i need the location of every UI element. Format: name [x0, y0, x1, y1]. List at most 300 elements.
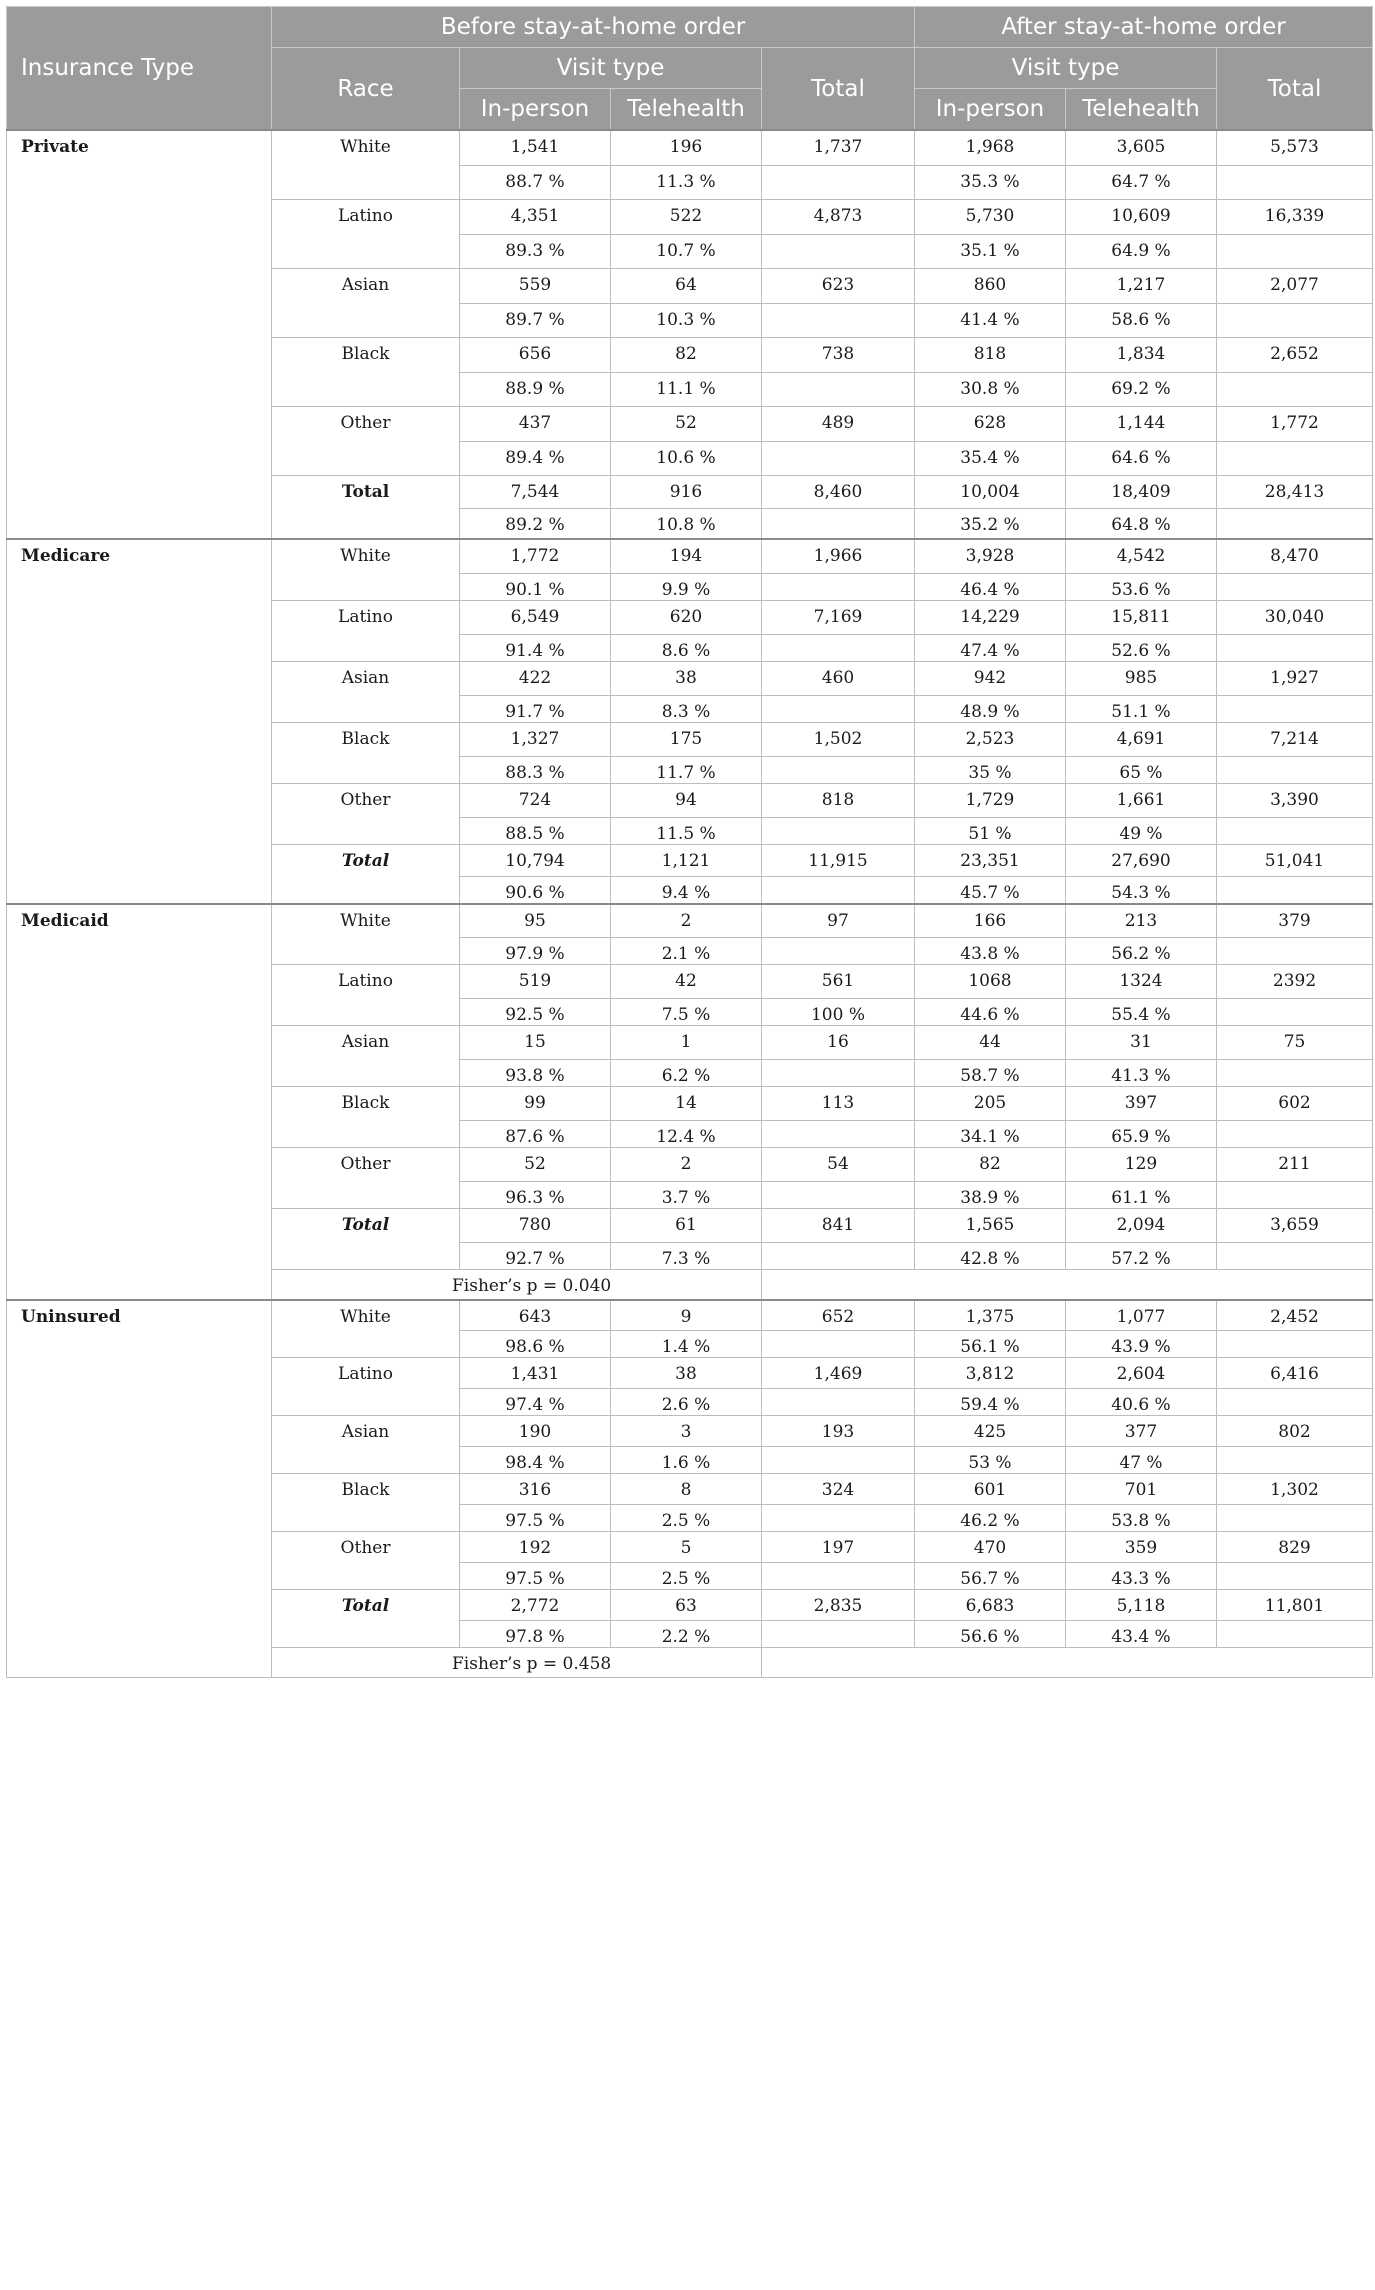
- after-total-percent: [1217, 695, 1373, 722]
- before-total-percent: [762, 756, 915, 783]
- after-in-person-count: 1,565: [915, 1209, 1066, 1243]
- race-cell: Asian: [272, 1026, 460, 1087]
- insurance-type-cell: Private: [7, 130, 272, 539]
- after-telehealth-count: 18,409: [1066, 475, 1217, 508]
- before-total-percent: [762, 1182, 915, 1209]
- before-total-count: 11,915: [762, 844, 915, 876]
- after-total-count: 3,659: [1217, 1209, 1373, 1243]
- after-in-person-count: 6,683: [915, 1590, 1066, 1621]
- before-total-header: Total: [762, 48, 915, 131]
- before-in-person-percent: 90.1 %: [460, 573, 611, 600]
- before-telehealth-percent: 7.3 %: [611, 1243, 762, 1270]
- after-in-person-percent: 35.2 %: [915, 508, 1066, 539]
- after-telehealth-percent: 47 %: [1066, 1447, 1217, 1474]
- after-in-person-percent: 35.4 %: [915, 441, 1066, 475]
- before-total-count: 8,460: [762, 475, 915, 508]
- fisher-row-blank: [762, 1648, 1373, 1678]
- after-telehealth-count: 985: [1066, 661, 1217, 695]
- before-telehealth-percent: 11.3 %: [611, 165, 762, 199]
- telehealth-visits-table: [6, 6, 1373, 1678]
- before-total-count: 1,737: [762, 130, 915, 165]
- before-total-percent: [762, 1331, 915, 1358]
- before-in-person-count: 15: [460, 1026, 611, 1060]
- before-total-percent: [762, 1060, 915, 1087]
- after-total-count: 2,452: [1217, 1300, 1373, 1331]
- after-telehealth-header: Telehealth: [1066, 89, 1217, 131]
- after-in-person-count: 1068: [915, 965, 1066, 999]
- before-in-person-header: In-person: [460, 89, 611, 131]
- after-telehealth-count: 5,118: [1066, 1590, 1217, 1621]
- after-in-person-percent: 38.9 %: [915, 1182, 1066, 1209]
- after-telehealth-percent: 57.2 %: [1066, 1243, 1217, 1270]
- after-telehealth-count: 4,691: [1066, 722, 1217, 756]
- insurance-type-cell: Medicare: [7, 539, 272, 904]
- before-total-percent: 100 %: [762, 999, 915, 1026]
- race-cell: White: [272, 904, 460, 965]
- before-in-person-count: 1,541: [460, 130, 611, 165]
- after-total-percent: [1217, 938, 1373, 965]
- race-cell: Latino: [272, 600, 460, 661]
- before-total-count: 841: [762, 1209, 915, 1243]
- fisher-p-value: Fisher’s p = 0.458: [272, 1648, 762, 1678]
- before-in-person-percent: 87.6 %: [460, 1121, 611, 1148]
- after-total-percent: [1217, 303, 1373, 337]
- after-total-percent: [1217, 1389, 1373, 1416]
- before-telehealth-percent: 10.3 %: [611, 303, 762, 337]
- after-total-percent: [1217, 756, 1373, 783]
- table-row-counts: [7, 904, 1373, 938]
- after-total-percent: [1217, 1447, 1373, 1474]
- before-telehealth-percent: 11.1 %: [611, 372, 762, 406]
- after-total-count: 2,652: [1217, 337, 1373, 372]
- after-telehealth-percent: 53.6 %: [1066, 573, 1217, 600]
- before-in-person-percent: 88.9 %: [460, 372, 611, 406]
- after-total-percent: [1217, 634, 1373, 661]
- after-total-percent: [1217, 817, 1373, 844]
- before-telehealth-count: 2: [611, 1148, 762, 1182]
- before-in-person-count: 780: [460, 1209, 611, 1243]
- race-cell: Latino: [272, 199, 460, 268]
- after-total-count: 3,390: [1217, 783, 1373, 817]
- before-telehealth-count: 14: [611, 1087, 762, 1121]
- after-in-person-count: 425: [915, 1416, 1066, 1447]
- before-in-person-count: 7,544: [460, 475, 611, 508]
- after-in-person-count: 166: [915, 904, 1066, 938]
- after-total-count: 829: [1217, 1532, 1373, 1563]
- before-in-person-percent: 96.3 %: [460, 1182, 611, 1209]
- after-total-count: 16,339: [1217, 199, 1373, 234]
- race-cell: Latino: [272, 1358, 460, 1416]
- after-total-count: 8,470: [1217, 539, 1373, 573]
- after-telehealth-count: 1324: [1066, 965, 1217, 999]
- after-in-person-percent: 43.8 %: [915, 938, 1066, 965]
- after-total-count: 1,302: [1217, 1474, 1373, 1505]
- before-total-percent: [762, 1563, 915, 1590]
- before-total-percent: [762, 1121, 915, 1148]
- before-in-person-percent: 93.8 %: [460, 1060, 611, 1087]
- race-header: Race: [272, 48, 460, 131]
- before-telehealth-count: 61: [611, 1209, 762, 1243]
- before-total-percent: [762, 938, 915, 965]
- before-telehealth-count: 196: [611, 130, 762, 165]
- before-total-percent: [762, 817, 915, 844]
- before-telehealth-percent: 10.7 %: [611, 234, 762, 268]
- before-total-percent: [762, 695, 915, 722]
- before-in-person-percent: 98.4 %: [460, 1447, 611, 1474]
- after-in-person-percent: 41.4 %: [915, 303, 1066, 337]
- before-in-person-count: 95: [460, 904, 611, 938]
- before-telehealth-percent: 10.8 %: [611, 508, 762, 539]
- before-telehealth-count: 194: [611, 539, 762, 573]
- after-in-person-percent: 44.6 %: [915, 999, 1066, 1026]
- before-in-person-percent: 91.4 %: [460, 634, 611, 661]
- after-in-person-count: 5,730: [915, 199, 1066, 234]
- race-cell: Asian: [272, 1416, 460, 1474]
- after-in-person-percent: 46.4 %: [915, 573, 1066, 600]
- after-telehealth-count: 1,217: [1066, 268, 1217, 303]
- before-total-count: 324: [762, 1474, 915, 1505]
- after-in-person-percent: 53 %: [915, 1447, 1066, 1474]
- before-total-count: 4,873: [762, 199, 915, 234]
- table-row-counts: [7, 130, 1373, 165]
- before-in-person-percent: 97.4 %: [460, 1389, 611, 1416]
- race-cell: White: [272, 539, 460, 600]
- after-telehealth-percent: 65 %: [1066, 756, 1217, 783]
- after-total-count: 602: [1217, 1087, 1373, 1121]
- before-telehealth-percent: 6.2 %: [611, 1060, 762, 1087]
- after-in-person-percent: 30.8 %: [915, 372, 1066, 406]
- before-in-person-count: 190: [460, 1416, 611, 1447]
- after-telehealth-count: 27,690: [1066, 844, 1217, 876]
- fisher-row-blank: [762, 1270, 1373, 1300]
- before-telehealth-percent: 7.5 %: [611, 999, 762, 1026]
- before-telehealth-percent: 1.4 %: [611, 1331, 762, 1358]
- race-cell: Latino: [272, 965, 460, 1026]
- after-telehealth-percent: 64.9 %: [1066, 234, 1217, 268]
- before-telehealth-count: 916: [611, 475, 762, 508]
- before-telehealth-count: 42: [611, 965, 762, 999]
- before-total-count: 97: [762, 904, 915, 938]
- before-telehealth-count: 8: [611, 1474, 762, 1505]
- after-total-count: 802: [1217, 1416, 1373, 1447]
- before-total-percent: [762, 634, 915, 661]
- before-in-person-percent: 91.7 %: [460, 695, 611, 722]
- after-in-person-percent: 58.7 %: [915, 1060, 1066, 1087]
- after-total-percent: [1217, 1563, 1373, 1590]
- before-telehealth-count: 1,121: [611, 844, 762, 876]
- before-in-person-count: 192: [460, 1532, 611, 1563]
- after-in-person-percent: 51 %: [915, 817, 1066, 844]
- race-cell: Other: [272, 783, 460, 844]
- after-total-count: 6,416: [1217, 1358, 1373, 1389]
- before-total-count: 193: [762, 1416, 915, 1447]
- race-cell: Total: [272, 1590, 460, 1648]
- after-in-person-count: 14,229: [915, 600, 1066, 634]
- after-total-count: 211: [1217, 1148, 1373, 1182]
- after-telehealth-count: 397: [1066, 1087, 1217, 1121]
- after-total-percent: [1217, 1621, 1373, 1648]
- after-total-percent: [1217, 165, 1373, 199]
- before-total-count: 2,835: [762, 1590, 915, 1621]
- before-total-percent: [762, 573, 915, 600]
- before-in-person-count: 437: [460, 406, 611, 441]
- before-in-person-count: 559: [460, 268, 611, 303]
- table-row-counts: [7, 1300, 1373, 1331]
- after-in-person-percent: 47.4 %: [915, 634, 1066, 661]
- after-total-percent: [1217, 999, 1373, 1026]
- table-header: [7, 7, 1373, 131]
- after-visit-type-header: Visit type: [915, 48, 1217, 89]
- after-in-person-count: 3,812: [915, 1358, 1066, 1389]
- after-total-count: 1,927: [1217, 661, 1373, 695]
- after-telehealth-percent: 49 %: [1066, 817, 1217, 844]
- before-in-person-count: 99: [460, 1087, 611, 1121]
- before-order-header: Before stay-at-home order: [272, 7, 915, 48]
- before-visit-type-header: Visit type: [460, 48, 762, 89]
- after-total-percent: [1217, 372, 1373, 406]
- before-in-person-count: 52: [460, 1148, 611, 1182]
- after-in-person-header: In-person: [915, 89, 1066, 131]
- after-in-person-percent: 56.1 %: [915, 1331, 1066, 1358]
- after-in-person-percent: 35 %: [915, 756, 1066, 783]
- after-telehealth-percent: 53.8 %: [1066, 1505, 1217, 1532]
- after-in-person-count: 3,928: [915, 539, 1066, 573]
- before-total-count: 197: [762, 1532, 915, 1563]
- after-in-person-percent: 59.4 %: [915, 1389, 1066, 1416]
- race-cell: Total: [272, 1209, 460, 1270]
- insurance-type-cell: Uninsured: [7, 1300, 272, 1678]
- after-telehealth-count: 10,609: [1066, 199, 1217, 234]
- after-total-header: Total: [1217, 48, 1373, 131]
- before-in-person-percent: 88.5 %: [460, 817, 611, 844]
- before-in-person-count: 656: [460, 337, 611, 372]
- before-total-percent: [762, 1505, 915, 1532]
- after-total-count: 379: [1217, 904, 1373, 938]
- after-in-person-percent: 35.3 %: [915, 165, 1066, 199]
- before-telehealth-count: 1: [611, 1026, 762, 1060]
- after-telehealth-count: 701: [1066, 1474, 1217, 1505]
- after-total-percent: [1217, 1060, 1373, 1087]
- after-total-count: 5,573: [1217, 130, 1373, 165]
- before-telehealth-count: 52: [611, 406, 762, 441]
- race-cell: Black: [272, 337, 460, 406]
- before-telehealth-percent: 2.2 %: [611, 1621, 762, 1648]
- before-telehealth-percent: 2.5 %: [611, 1563, 762, 1590]
- after-in-person-count: 82: [915, 1148, 1066, 1182]
- before-telehealth-percent: 3.7 %: [611, 1182, 762, 1209]
- before-in-person-count: 1,431: [460, 1358, 611, 1389]
- before-in-person-percent: 89.4 %: [460, 441, 611, 475]
- after-telehealth-count: 1,144: [1066, 406, 1217, 441]
- race-cell: Other: [272, 1148, 460, 1209]
- after-total-percent: [1217, 1182, 1373, 1209]
- before-in-person-count: 6,549: [460, 600, 611, 634]
- before-total-percent: [762, 1389, 915, 1416]
- before-in-person-percent: 97.5 %: [460, 1505, 611, 1532]
- after-telehealth-count: 15,811: [1066, 600, 1217, 634]
- after-total-count: 7,214: [1217, 722, 1373, 756]
- after-order-header: After stay-at-home order: [915, 7, 1373, 48]
- after-telehealth-percent: 43.9 %: [1066, 1331, 1217, 1358]
- before-total-count: 738: [762, 337, 915, 372]
- before-telehealth-count: 175: [611, 722, 762, 756]
- after-telehealth-percent: 64.8 %: [1066, 508, 1217, 539]
- before-total-percent: [762, 165, 915, 199]
- before-total-percent: [762, 1243, 915, 1270]
- before-telehealth-percent: 2.5 %: [611, 1505, 762, 1532]
- after-in-person-count: 818: [915, 337, 1066, 372]
- after-in-person-count: 1,968: [915, 130, 1066, 165]
- after-telehealth-percent: 58.6 %: [1066, 303, 1217, 337]
- before-telehealth-percent: 9.9 %: [611, 573, 762, 600]
- before-in-person-count: 4,351: [460, 199, 611, 234]
- before-in-person-percent: 92.5 %: [460, 999, 611, 1026]
- after-total-percent: [1217, 1331, 1373, 1358]
- before-in-person-count: 10,794: [460, 844, 611, 876]
- after-telehealth-count: 31: [1066, 1026, 1217, 1060]
- before-total-percent: [762, 876, 915, 904]
- after-telehealth-count: 1,077: [1066, 1300, 1217, 1331]
- before-telehealth-percent: 12.4 %: [611, 1121, 762, 1148]
- before-telehealth-percent: 8.6 %: [611, 634, 762, 661]
- before-total-percent: [762, 1621, 915, 1648]
- after-telehealth-count: 213: [1066, 904, 1217, 938]
- before-telehealth-count: 82: [611, 337, 762, 372]
- after-telehealth-count: 2,604: [1066, 1358, 1217, 1389]
- before-telehealth-count: 3: [611, 1416, 762, 1447]
- before-telehealth-count: 522: [611, 199, 762, 234]
- insurance-type-cell: Medicaid: [7, 904, 272, 1300]
- after-in-person-percent: 34.1 %: [915, 1121, 1066, 1148]
- before-in-person-percent: 92.7 %: [460, 1243, 611, 1270]
- after-in-person-count: 2,523: [915, 722, 1066, 756]
- before-in-person-percent: 97.9 %: [460, 938, 611, 965]
- after-in-person-count: 1,375: [915, 1300, 1066, 1331]
- after-total-count: 75: [1217, 1026, 1373, 1060]
- after-telehealth-count: 377: [1066, 1416, 1217, 1447]
- after-telehealth-percent: 55.4 %: [1066, 999, 1217, 1026]
- before-total-count: 1,469: [762, 1358, 915, 1389]
- after-total-count: 51,041: [1217, 844, 1373, 876]
- before-telehealth-percent: 8.3 %: [611, 695, 762, 722]
- after-in-person-count: 601: [915, 1474, 1066, 1505]
- before-total-count: 7,169: [762, 600, 915, 634]
- after-telehealth-percent: 43.4 %: [1066, 1621, 1217, 1648]
- after-in-person-count: 205: [915, 1087, 1066, 1121]
- before-in-person-percent: 90.6 %: [460, 876, 611, 904]
- after-in-person-percent: 46.2 %: [915, 1505, 1066, 1532]
- before-in-person-count: 724: [460, 783, 611, 817]
- before-total-percent: [762, 508, 915, 539]
- after-total-count: 30,040: [1217, 600, 1373, 634]
- after-telehealth-percent: 69.2 %: [1066, 372, 1217, 406]
- after-in-person-count: 470: [915, 1532, 1066, 1563]
- before-telehealth-count: 5: [611, 1532, 762, 1563]
- before-in-person-count: 422: [460, 661, 611, 695]
- after-total-count: 28,413: [1217, 475, 1373, 508]
- before-in-person-percent: 89.2 %: [460, 508, 611, 539]
- after-total-count: 1,772: [1217, 406, 1373, 441]
- before-total-count: 561: [762, 965, 915, 999]
- after-telehealth-percent: 52.6 %: [1066, 634, 1217, 661]
- after-total-percent: [1217, 1505, 1373, 1532]
- before-in-person-count: 316: [460, 1474, 611, 1505]
- after-telehealth-count: 129: [1066, 1148, 1217, 1182]
- table-body: [7, 130, 1373, 1678]
- before-total-count: 818: [762, 783, 915, 817]
- before-total-count: 113: [762, 1087, 915, 1121]
- before-telehealth-count: 94: [611, 783, 762, 817]
- after-total-percent: [1217, 573, 1373, 600]
- before-telehealth-count: 2: [611, 904, 762, 938]
- after-in-person-percent: 48.9 %: [915, 695, 1066, 722]
- before-telehealth-percent: 2.1 %: [611, 938, 762, 965]
- race-cell: Asian: [272, 268, 460, 337]
- before-total-count: 54: [762, 1148, 915, 1182]
- before-total-percent: [762, 1447, 915, 1474]
- after-telehealth-percent: 51.1 %: [1066, 695, 1217, 722]
- after-telehealth-percent: 43.3 %: [1066, 1563, 1217, 1590]
- before-in-person-count: 643: [460, 1300, 611, 1331]
- after-in-person-count: 860: [915, 268, 1066, 303]
- before-telehealth-count: 63: [611, 1590, 762, 1621]
- after-telehealth-count: 3,605: [1066, 130, 1217, 165]
- before-telehealth-percent: 2.6 %: [611, 1389, 762, 1416]
- after-telehealth-percent: 54.3 %: [1066, 876, 1217, 904]
- race-cell: Total: [272, 844, 460, 904]
- before-in-person-percent: 98.6 %: [460, 1331, 611, 1358]
- before-telehealth-count: 38: [611, 661, 762, 695]
- after-total-count: 2,077: [1217, 268, 1373, 303]
- race-cell: Asian: [272, 661, 460, 722]
- after-total-percent: [1217, 1243, 1373, 1270]
- after-telehealth-count: 359: [1066, 1532, 1217, 1563]
- after-telehealth-count: 2,094: [1066, 1209, 1217, 1243]
- before-telehealth-percent: 10.6 %: [611, 441, 762, 475]
- after-in-person-count: 1,729: [915, 783, 1066, 817]
- before-total-count: 1,966: [762, 539, 915, 573]
- after-in-person-count: 628: [915, 406, 1066, 441]
- after-in-person-count: 44: [915, 1026, 1066, 1060]
- after-in-person-count: 10,004: [915, 475, 1066, 508]
- before-total-percent: [762, 303, 915, 337]
- before-in-person-count: 1,772: [460, 539, 611, 573]
- before-telehealth-header: Telehealth: [611, 89, 762, 131]
- after-total-count: 11,801: [1217, 1590, 1373, 1621]
- race-cell: White: [272, 130, 460, 199]
- before-in-person-count: 519: [460, 965, 611, 999]
- after-in-person-percent: 45.7 %: [915, 876, 1066, 904]
- before-total-count: 460: [762, 661, 915, 695]
- after-telehealth-percent: 65.9 %: [1066, 1121, 1217, 1148]
- before-in-person-percent: 88.7 %: [460, 165, 611, 199]
- after-telehealth-percent: 61.1 %: [1066, 1182, 1217, 1209]
- table-row-counts: [7, 539, 1373, 573]
- after-in-person-percent: 56.6 %: [915, 1621, 1066, 1648]
- before-telehealth-count: 9: [611, 1300, 762, 1331]
- race-cell: Black: [272, 1474, 460, 1532]
- race-cell: Black: [272, 1087, 460, 1148]
- race-cell: White: [272, 1300, 460, 1358]
- before-telehealth-percent: 1.6 %: [611, 1447, 762, 1474]
- before-total-count: 1,502: [762, 722, 915, 756]
- after-in-person-percent: 56.7 %: [915, 1563, 1066, 1590]
- after-total-percent: [1217, 508, 1373, 539]
- after-telehealth-count: 4,542: [1066, 539, 1217, 573]
- insurance-type-header: Insurance Type: [7, 7, 272, 131]
- before-total-count: 489: [762, 406, 915, 441]
- after-in-person-count: 942: [915, 661, 1066, 695]
